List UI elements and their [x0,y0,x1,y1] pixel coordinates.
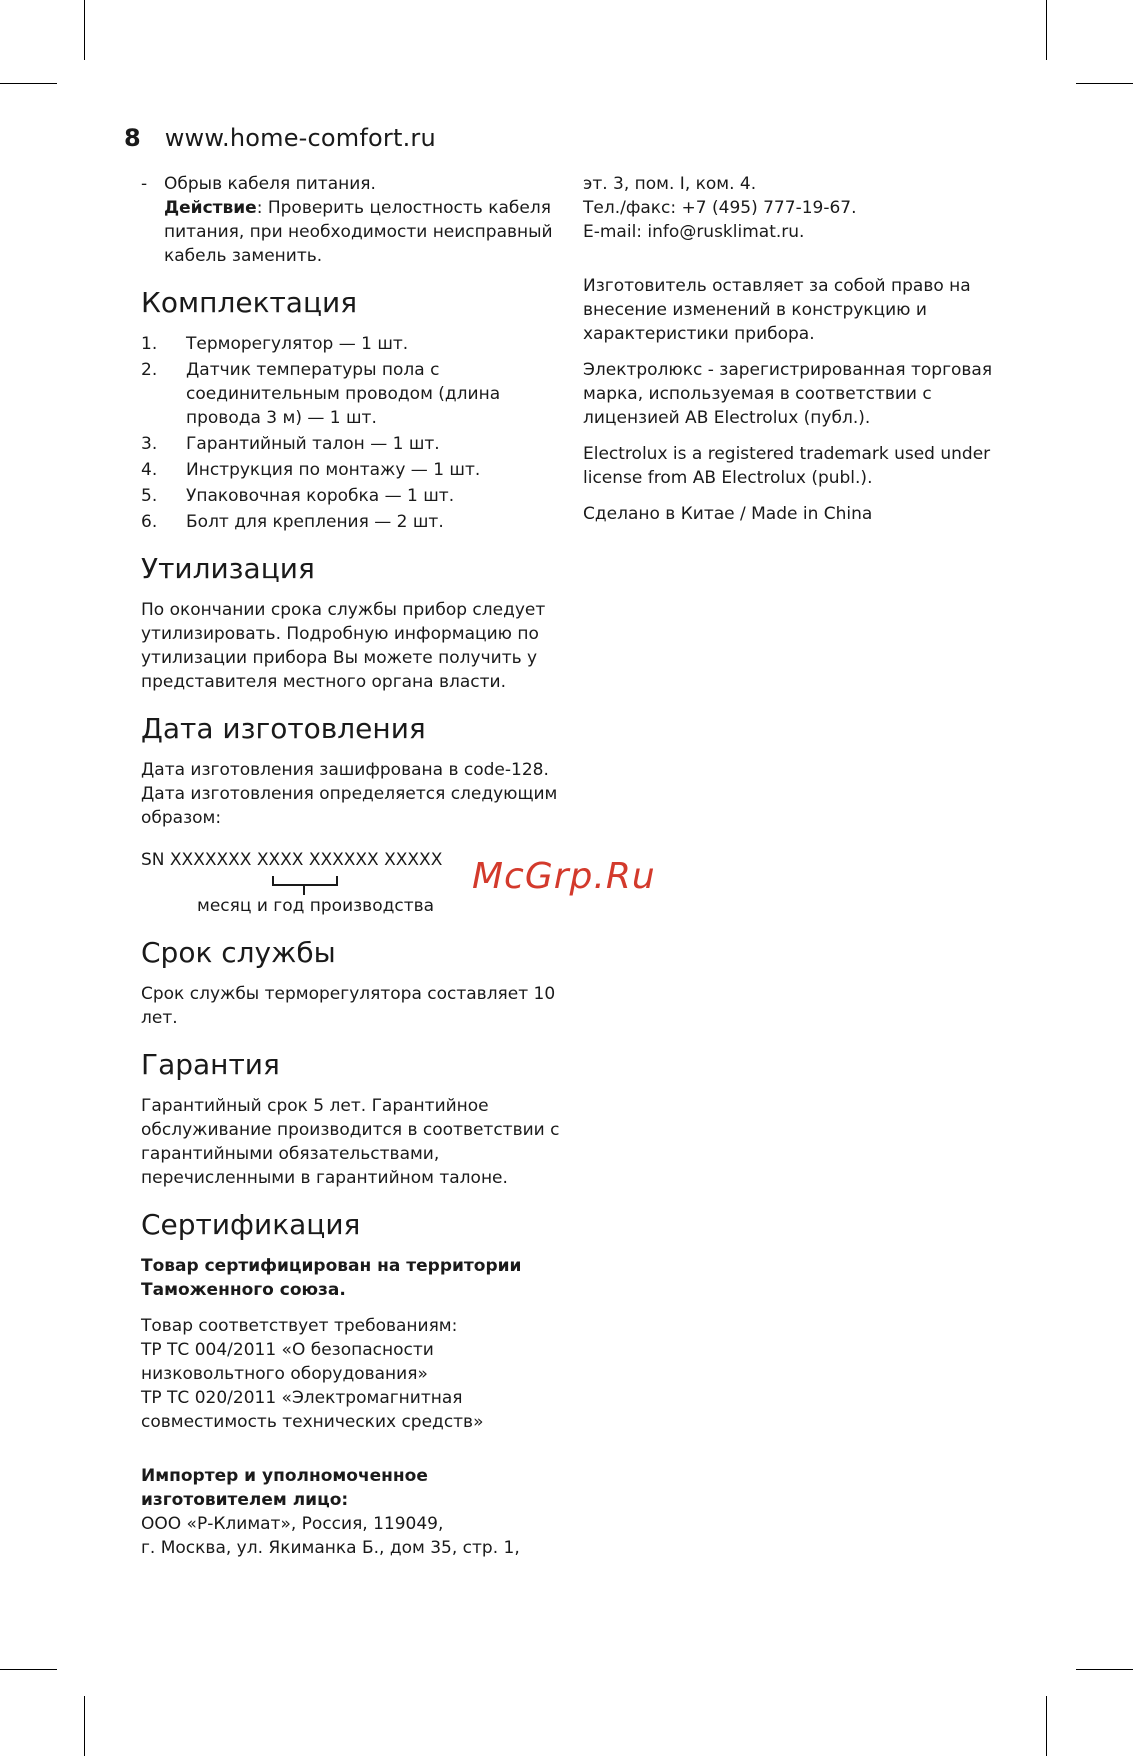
list-text: Инструкция по монтажу — 1 шт. [186,460,481,480]
list-text: Гарантийный талон — 1 шт. [186,434,440,454]
list-text: Упаковочная коробка — 1 шт. [186,486,455,506]
list-text: Датчик температуры пола с соединительным проводом (длина провода 3 м) — 1 шт. [186,360,501,428]
right-column [583,172,1013,538]
list-item [141,458,561,482]
list-text: Терморегулятор — 1 шт. [186,334,409,354]
bullet-marker: - [141,174,148,194]
crop-mark [84,0,85,60]
list-number: 3. [141,434,158,454]
serial-number-format: SN XXXXXXX XXXX XXXXXX XXXXX [141,850,443,870]
requirements-line: ТР ТС 004/2011 «О безопасности низковольтного оборудования» [141,1340,434,1384]
certification-heading: Сертификация [141,1208,361,1241]
month-year-label: месяц и год производства [197,896,435,916]
crop-mark [0,1669,57,1670]
website-link[interactable]: www.home-comfort.ru [164,124,436,152]
list-item [141,332,561,356]
trademark-en-text: Electrolux is a registered trademark used under license from AB Electrolux (publ.). [583,444,991,488]
email-line: E-mail: info@rusklimat.ru. [583,222,805,242]
list-number: 2. [141,360,158,380]
warranty-heading: Гарантия [141,1048,280,1081]
importer-line: ООО «Р-Климат», Россия, 119049, [141,1514,444,1534]
service-life-heading: Срок службы [141,936,336,969]
crop-mark [1046,0,1047,60]
crop-mark [1046,1696,1047,1756]
requirements-line: Товар соответствует требованиям: [141,1316,458,1336]
list-number: 5. [141,486,158,506]
importer-label: Импортер и уполномоченное изготовителем лицо: [141,1466,428,1510]
address-block [583,172,1013,244]
fault-item [141,172,561,268]
requirements-line: ТР ТС 020/2011 «Электромагнитная совместимость технических средств» [141,1388,484,1432]
crop-mark [1076,83,1133,84]
list-number: 1. [141,334,158,354]
phone-line: Тел./факс: +7 (495) 777-19-67. [583,198,857,218]
rights-text: Изготовитель оставляет за собой право на внесение изменений в конструкцию и характеристики прибора. [583,276,971,344]
action-text: : Проверить целостность кабеля питания, при необходимости неисправный кабель заменить. [164,198,553,266]
made-in-text: Сделано в Китае / Made in China [583,504,873,524]
importer-line: г. Москва, ул. Якиманка Б., дом 35, стр. 1, [141,1538,520,1558]
trademark-ru-text: Электролюкс - зарегистрированная торговая марка, используемая в соответствии с лицензией АВ Electrolux (публ.). [583,360,993,428]
disposal-heading: Утилизация [141,552,315,585]
address-line: эт. 3, пом. I, ком. 4. [583,174,757,194]
list-number: 4. [141,460,158,480]
manufacture-date-heading: Дата изготовления [141,712,426,745]
fault-text: Обрыв кабеля питания. [164,174,376,194]
service-life-text: Срок службы терморегулятора составляет 10 лет. [141,984,556,1028]
list-item [141,510,561,534]
crop-mark [0,83,57,84]
list-number: 6. [141,512,158,532]
disposal-text: По окончании срока службы прибор следует утилизировать. Подробную информацию по утилизации прибора Вы можете получить у представителя местного органа власти. [141,600,546,692]
action-label: Действие [164,198,257,218]
list-item [141,358,561,430]
kit-heading: Комплектация [141,286,358,319]
list-text: Болт для крепления — 2 шт. [186,512,444,532]
page-header [124,124,436,158]
crop-mark [84,1696,85,1756]
watermark: McGrp.Ru [472,856,656,897]
manufacture-date-text: Дата изготовления зашифрована в code-128. Дата изготовления определяется следующим образом: [141,760,558,828]
requirements-text [141,1314,561,1434]
list-item [141,432,561,456]
list-item [141,484,561,508]
importer-block [141,1464,561,1560]
certification-bold-text: Товар сертифицирован на территории Таможенного союза. [141,1256,522,1300]
page-number: 8 [124,124,141,152]
crop-mark [1076,1669,1133,1670]
warranty-text: Гарантийный срок 5 лет. Гарантийное обслуживание производится в соответствии с гарантийными обязательствами, перечисленными в гарантийном талоне. [141,1096,560,1188]
kit-list [141,332,561,534]
